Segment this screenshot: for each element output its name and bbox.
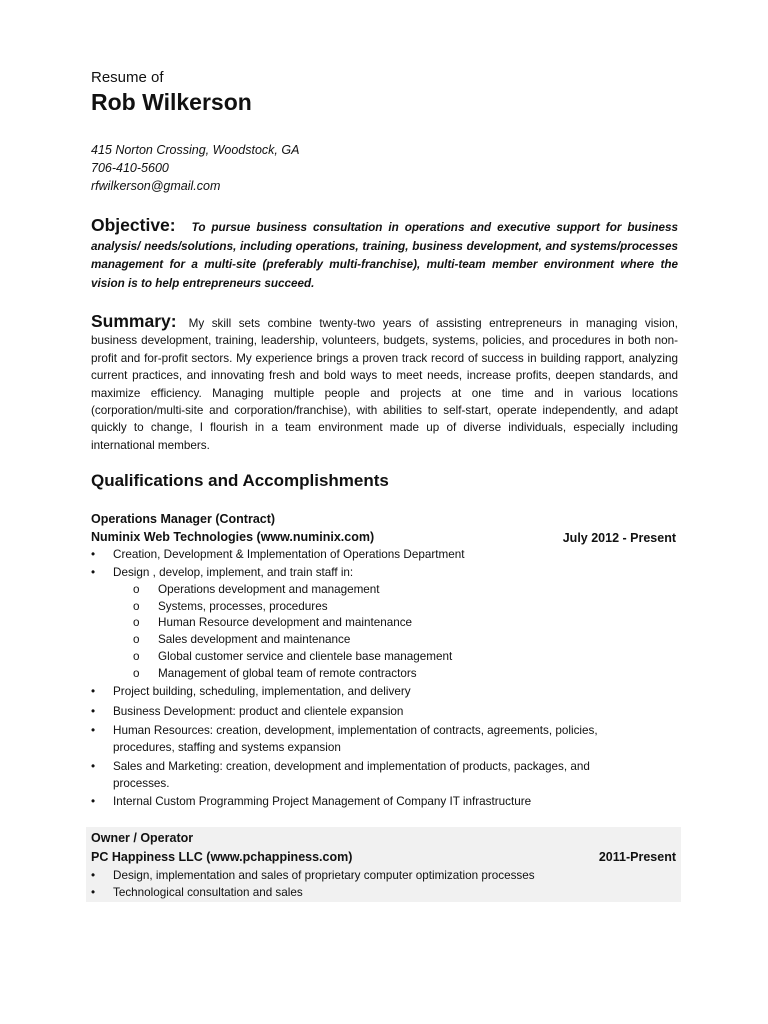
resume-of-label: Resume of [91,69,164,86]
job-title: Operations Manager (Contract) [91,512,276,526]
sub-bullet-icon: o [133,667,140,680]
sub-bullet-icon: o [133,633,140,646]
sub-bullet-icon: o [133,616,140,629]
email: rfwilkerson@gmail.com [91,179,221,193]
objective-text: To pursue business consultation in operations and executive support for business analysis/ needs/solutions, including operations, training, business development, and systems/processes management for a multi-site (preferably multi-franchise), multi-team member environment where the vision is to help entrepreneurs succeed. [91,221,678,290]
phone: 706-410-5600 [91,161,169,175]
resume-page: Resume of Rob Wilkerson 415 Norton Crossing, Woodstock, GA 706-410-5600 rfwilkerson@gmail.com Objective: To pursue business consultation in operations and executive support for business analysis/ needs/solutions, including operations, training, business development, and systems/processes management for a multi-site (preferably multi-franchise), multi-team member environment where the vision is to help entrepreneurs succeed. Summary: My skill sets combine twenty-two years of assisting entrepreneurs in managing vision, business development, training, leadership, volunteers, budgets, systems, policies, and procedures in both non-profit and for-profit sectors. My experience brings a proven track record of success in building rapport, analyzing current practices, and innovating fresh and bold ways to meet needs, increase profits, deepen standards, and maximize efficiency. Managing multiple people and projects at one time and in various locations (corporation/multi-site and corporation/franchise), with abilities to self-start, operate independently, and adapt quickly to change, I flourish in a team environment made up of diverse individuals, especially including international members. Qualifications and Accomplishments Operations Manager (Contract) Numinix Web Technologies (www.numinix.com) July 2012 - Present • Creation, Development & Implementation of Operations Department • Design , develop, implement, and train staff in: o Operations development and management o Systems, processes, procedures o Human Resource development and maintenance o Sales development and maintenance o Global customer service and clientele base management o Management of global team of remote contractors • Project building, scheduling, implementation, and delivery • Business Development: product and clientele expansion • Human Resources: creation, development, implementation of contracts, agreements, policies, procedures, staffing and systems expansion • Sales and Marketing: creation, development and implementation of products, packages, and processes. • Internal Custom Programming Project Management of Company IT infrastructure Owner / Operator PC Happiness LLC (www.pchappiness.com) 2011-Present • Design, implementation and sales of proprietary computer optimization processes • Technological consultation and sales [0,0,768,1024]
job-dates: July 2012 - Present [562,531,676,545]
company-name: PC Happiness LLC (www.pchappiness.com) [91,850,353,864]
qualifications-title: Qualifications and Accomplishments [91,471,389,490]
job-dates: 2011-Present [598,850,676,864]
bullet-icon: • [91,685,96,698]
job-title: Owner / Operator [91,831,194,845]
bullet-icon: • [91,705,96,718]
company-name: Numinix Web Technologies (www.numinix.com) [91,530,375,544]
sub-bullet-icon: o [133,600,140,613]
summary-section [91,313,678,454]
bullet-icon: • [91,760,96,773]
bullet-icon: • [91,566,96,579]
bullet-icon: • [91,548,96,561]
bullet-icon: • [91,886,96,899]
sub-bullet-icon: o [133,583,140,596]
sub-bullet-icon: o [133,650,140,663]
address: 415 Norton Crossing, Woodstock, GA [91,143,300,157]
summary-text: My skill sets combine twenty-two years of assisting entrepreneurs in managing vision, business development, training, leadership, volunteers, budgets, systems, policies, and procedures in both non-profit and for-profit sectors. My experience brings a proven track record of success in building rapport, analyzing current practices, and innovating fresh and bold ways to meet needs, increase profits, deepen standards, and maximize efficiency. Managing multiple people and projects at one time and in various locations (corporation/multi-site and corporation/franchise), with abilities to self-start, operate independently, and adapt quickly to change, I flourish in a team environment made up of diverse individuals, especially including international members. [91,317,678,452]
bullet-icon: • [91,724,96,737]
candidate-name: Rob Wilkerson [91,89,252,115]
summary-heading: Summary: [91,311,177,331]
bullet-icon: • [91,869,96,882]
objective-heading: Objective: [91,215,176,235]
objective-section [91,216,678,293]
bullet-icon: • [91,795,96,808]
